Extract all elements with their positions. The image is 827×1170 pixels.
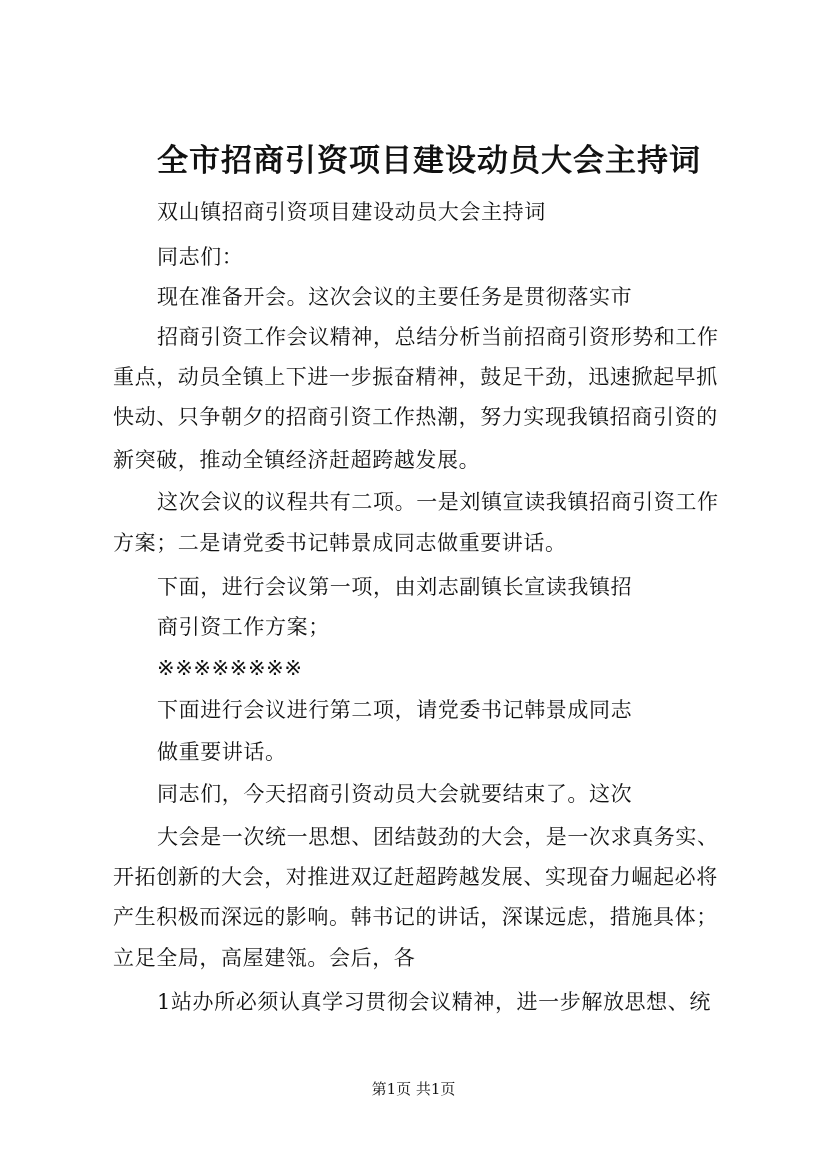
paragraph-line: 这次会议的议程共有二项。一是刘镇宣读我镇招商引资工作 xyxy=(157,490,719,514)
paragraph-line: 新突破，推动全镇经济赶超跨越发展。 xyxy=(113,448,481,472)
subtitle-line: 双山镇招商引资项目建设动员大会主持词 xyxy=(157,200,546,224)
paragraph-line: 招商引资工作会议精神，总结分析当前招商引资形势和工作 xyxy=(157,325,719,349)
paragraph-line: ※※※※※※※※ xyxy=(157,656,303,680)
paragraph-line: 立足全局，高屋建瓴。会后，各 xyxy=(113,946,416,970)
paragraph-line: 大会是一次统一思想、团结鼓劲的大会，是一次求真务实、 xyxy=(157,825,719,849)
paragraph-line: 同志们，今天招商引资动员大会就要结束了。这次 xyxy=(157,782,633,806)
paragraph-line: 同志们： xyxy=(157,245,244,269)
paragraph-line: 商引资工作方案； xyxy=(157,615,330,639)
paragraph-line: 产生积极而深远的影响。韩书记的讲话，深谋远虑，措施具体； xyxy=(113,905,718,929)
paragraph-line: 开拓创新的大会，对推进双辽赶超跨越发展、实现奋力崛起必将 xyxy=(113,865,718,889)
paragraph-line: 方案；二是请党委书记韩景成同志做重要讲话。 xyxy=(113,531,567,555)
paragraph-line: 快动、只争朝夕的招商引资工作热潮，努力实现我镇招商引资的 xyxy=(113,405,718,429)
paragraph-line: 下面进行会议进行第二项，请党委书记韩景成同志 xyxy=(157,698,633,722)
paragraph-line: 做重要讲话。 xyxy=(157,740,287,764)
paragraph-line: 下面，进行会议第一项，由刘志副镇长宣读我镇招 xyxy=(157,575,633,599)
paragraph-line: 1站办所必须认真学习贯彻会议精神，进一步解放思想、统 xyxy=(157,990,711,1014)
paragraph-line: 现在准备开会。这次会议的主要任务是贯彻落实市 xyxy=(157,285,633,309)
page-number-footer: 第1页 共1页 xyxy=(371,1080,456,1098)
paragraph-line: 重点，动员全镇上下进一步振奋精神，鼓足干劲，迅速掀起早抓 xyxy=(113,365,718,389)
document-title: 全市招商引资项目建设动员大会主持词 xyxy=(157,143,701,179)
